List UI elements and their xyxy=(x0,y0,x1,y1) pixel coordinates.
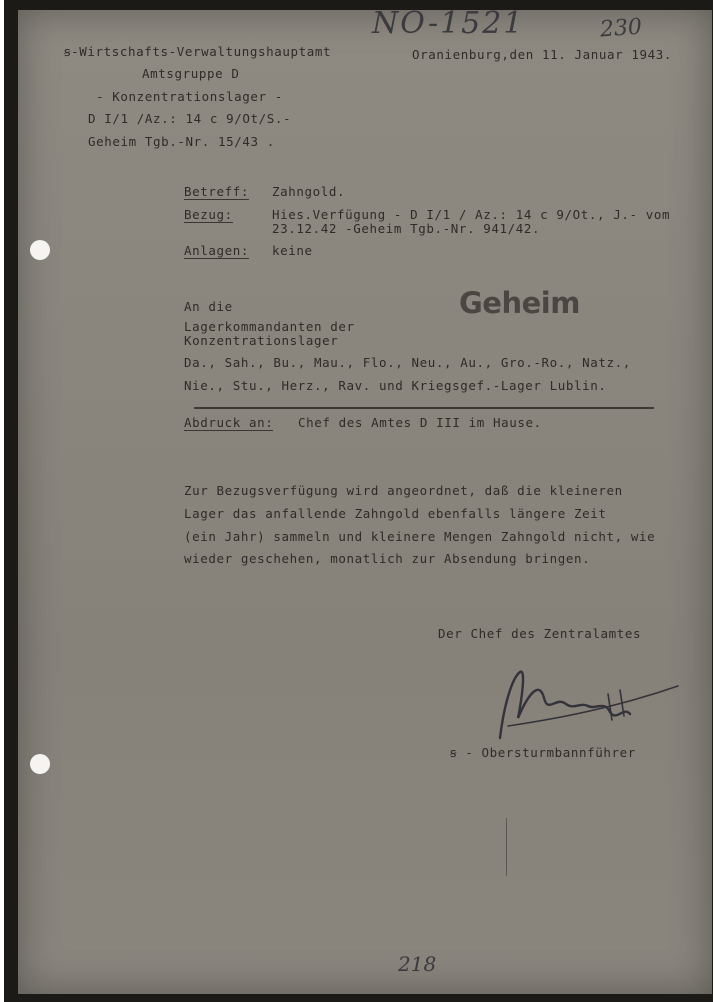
punch-hole-bottom xyxy=(30,754,50,774)
closing-line: Der Chef des Zentralamtes xyxy=(438,626,642,641)
signature-rank: ꞩ - Obersturmbannführer xyxy=(450,745,636,760)
recipient-line-3: Konzentrationslager xyxy=(184,333,339,348)
sender-department: - Konzentrationslager - xyxy=(96,89,283,104)
page-number: 218 xyxy=(398,952,437,976)
sender-group: Amtsgruppe D xyxy=(142,66,240,81)
sender-reference: D I/1 /Az.: 14 c 9/Ot/S.- xyxy=(88,111,292,126)
anlagen-value: keine xyxy=(272,243,313,258)
recipient-line-1: An die xyxy=(184,299,233,314)
bezug-value-line1: Hies.Verfügung - D I/1 / Az.: 14 c 9/Ot., J.- vom xyxy=(272,207,671,222)
place-date: Oranienburg,den 11. Januar 1943. xyxy=(412,47,673,62)
secret-stamp: Geheim xyxy=(459,286,580,320)
archive-number: NO-1521 xyxy=(372,10,525,41)
document-page xyxy=(18,10,712,994)
betreff-label: Betreff: xyxy=(184,184,250,199)
copy-to-value: Chef des Amtes D III im Hause. xyxy=(298,415,542,430)
recipient-camps-line-2: Nie., Stu., Herz., Rav. und Kriegsgef.-Lager Lublin. xyxy=(184,378,607,393)
copy-to-label: Abdruck an: xyxy=(184,415,274,430)
recipient-line-2: Lagerkommandanten der xyxy=(184,319,355,334)
folio-number: 230 xyxy=(599,14,643,43)
separator-line xyxy=(194,407,654,409)
recipient-camps-line-1: Da., Sah., Bu., Mau., Flo., Neu., Au., Gro.-Ro., Natz., xyxy=(184,355,631,370)
secret-journal-number: Geheim Tgb.-Nr. 15/43 . xyxy=(88,134,275,149)
bezug-value-line2: 23.12.42 -Geheim Tgb.-Nr. 941/42. xyxy=(272,221,541,236)
fold-mark xyxy=(506,818,507,876)
anlagen-label: Anlagen: xyxy=(184,243,250,258)
body-line-4: wieder geschehen, monatlich zur Absendung bringen. xyxy=(184,551,591,566)
bezug-label: Bezug: xyxy=(184,207,233,222)
betreff-value: Zahngold. xyxy=(272,184,346,199)
sender-office: ꞩ-Wirtschafts-Verwaltungshauptamt xyxy=(64,44,332,59)
scan-frame xyxy=(4,0,713,1002)
body-line-3: (ein Jahr) sammeln und kleinere Mengen Zahngold nicht, wie xyxy=(184,529,656,544)
body-line-1: Zur Bezugsverfügung wird angeordnet, daß die kleineren xyxy=(184,483,623,498)
handwritten-signature xyxy=(488,660,698,745)
punch-hole-top xyxy=(30,240,50,260)
body-line-2: Lager das anfallende Zahngold ebenfalls längere Zeit xyxy=(184,506,607,521)
